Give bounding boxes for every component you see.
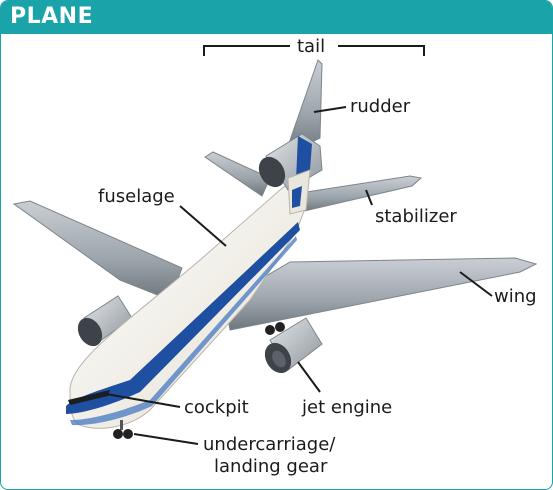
left-wing xyxy=(14,201,182,300)
diagram-title: PLANE xyxy=(10,4,94,29)
label-undercarriage-line2: landing gear xyxy=(214,456,328,477)
label-fuselage: fuselage xyxy=(98,186,175,207)
label-rudder: rudder xyxy=(350,96,411,117)
fuselage-leader xyxy=(180,206,226,246)
label-jet-engine: jet engine xyxy=(302,397,393,418)
undercarriage-leader xyxy=(134,434,198,444)
label-stabilizer: stabilizer xyxy=(375,206,457,227)
jet-engine-leader xyxy=(298,362,320,392)
label-tail: tail xyxy=(297,36,326,57)
label-cockpit: cockpit xyxy=(184,397,249,418)
label-wing: wing xyxy=(494,286,537,307)
label-undercarriage-line1: undercarriage/ xyxy=(203,434,336,455)
